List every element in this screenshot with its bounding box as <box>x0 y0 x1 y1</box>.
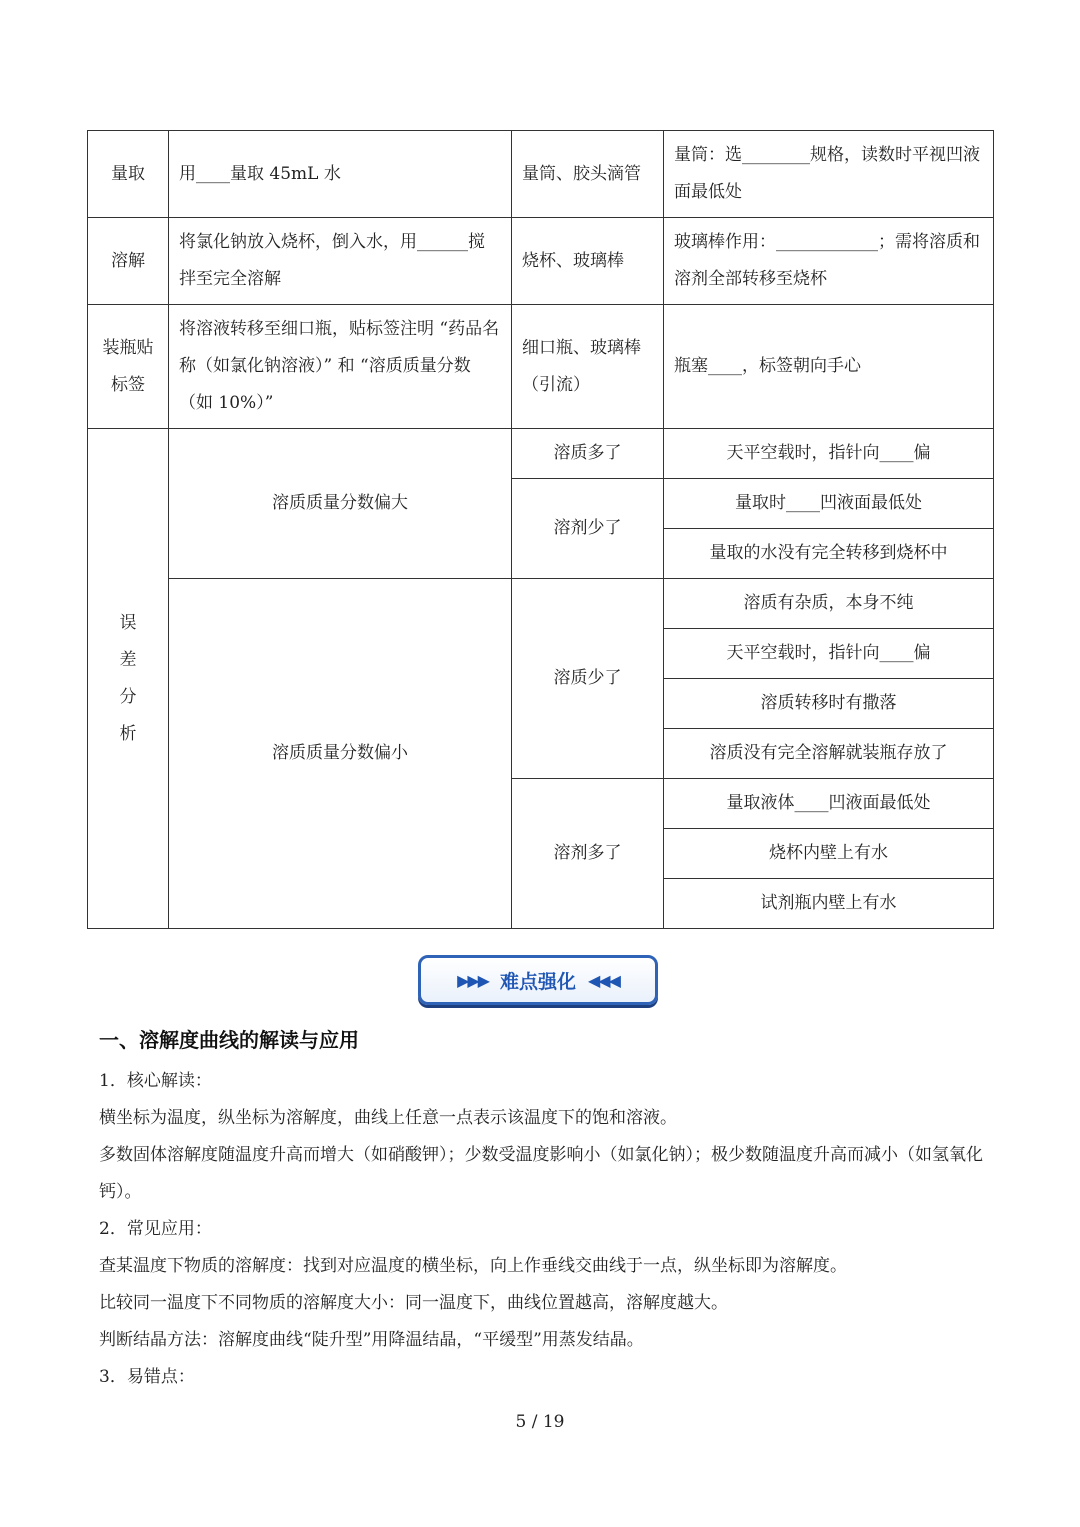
table-row <box>88 579 994 629</box>
reason-cell: 溶质有杂质，本身不纯 <box>664 579 994 629</box>
paragraph: 3．易错点： <box>99 1367 195 1387</box>
instruments-cell: 细口瓶、玻璃棒（引流） <box>512 305 664 429</box>
reason-cell: 试剂瓶内壁上有水 <box>664 879 994 929</box>
reason-cell: 量取时____凹液面最低处 <box>664 479 994 529</box>
step-cell: 溶解 <box>88 218 169 305</box>
banner-title: 难点强化 <box>499 970 576 993</box>
paragraph: 2．常见应用： <box>99 1219 212 1239</box>
paragraph: 1．核心解读： <box>99 1071 212 1091</box>
reason-cell: 天平空载时，指针向____偏 <box>664 429 994 479</box>
cause-cell: 溶剂少了 <box>512 479 664 579</box>
reason-cell: 烧杯内壁上有水 <box>664 829 994 879</box>
paragraph: 查某温度下物质的溶解度：找到对应温度的横坐标，向上作垂线交曲线于一点，纵坐标即为溶解度。 <box>99 1256 847 1276</box>
operation-cell: 用____量取 45mL 水 <box>169 131 512 218</box>
paragraph: 比较同一温度下不同物质的溶解度大小：同一温度下，曲线位置越高，溶解度越大。 <box>99 1293 728 1313</box>
table-row <box>88 429 994 479</box>
section-title: 一、溶解度曲线的解读与应用 <box>99 1028 359 1052</box>
paragraph: 横坐标为温度，纵坐标为溶解度，曲线上任意一点表示该温度下的饱和溶液。 <box>99 1108 677 1128</box>
table-row <box>88 305 994 429</box>
operation-cell: 将溶液转移至细口瓶，贴标签注明 “药品名称（如氯化钠溶液）” 和 “溶质质量分数（如 10%）” <box>169 305 512 429</box>
paragraph: 判断结晶方法：溶解度曲线“陡升型”用降温结晶，“平缓型”用蒸发结晶。 <box>99 1330 644 1350</box>
solution-preparation-table <box>87 130 994 929</box>
cause-cell: 溶剂多了 <box>512 779 664 929</box>
too-low-label: 溶质质量分数偏小 <box>169 579 512 929</box>
table-row <box>88 218 994 305</box>
instruments-cell: 量筒、胶头滴管 <box>512 131 664 218</box>
notes-cell: 玻璃棒作用：____________；需将溶质和溶剂全部转移至烧杯 <box>664 218 994 305</box>
left-arrows-icon: ◀◀◀ <box>588 970 619 990</box>
step-cell: 量取 <box>88 131 169 218</box>
notes-cell: 瓶塞____，标签朝向手心 <box>664 305 994 429</box>
instruments-cell: 烧杯、玻璃棒 <box>512 218 664 305</box>
reason-cell: 溶质没有完全溶解就装瓶存放了 <box>664 729 994 779</box>
step-cell: 装瓶贴标签 <box>88 305 169 429</box>
reason-cell: 天平空载时，指针向____偏 <box>664 629 994 679</box>
reason-cell: 量取的水没有完全转移到烧杯中 <box>664 529 994 579</box>
table-row <box>88 131 994 218</box>
difficulty-banner <box>418 955 658 1005</box>
too-high-label: 溶质质量分数偏大 <box>169 429 512 579</box>
right-arrows-icon: ▶▶▶ <box>457 970 488 990</box>
error-analysis-label: 误 差 分 析 <box>88 429 169 929</box>
cause-cell: 溶质多了 <box>512 429 664 479</box>
operation-cell: 将氯化钠放入烧杯，倒入水，用______搅拌至完全溶解 <box>169 218 512 305</box>
cause-cell: 溶质少了 <box>512 579 664 779</box>
notes-cell: 量筒：选________规格，读数时平视凹液面最低处 <box>664 131 994 218</box>
reason-cell: 量取液体____凹液面最低处 <box>664 779 994 829</box>
paragraph: 多数固体溶解度随温度升高而增大（如硝酸钾）；少数受温度影响小（如氯化钠）；极少数随温度升高而减小（如氢氧化钙）。 <box>99 1145 983 1202</box>
page-number: 5 / 19 <box>515 1412 565 1432</box>
reason-cell: 溶质转移时有撒落 <box>664 679 994 729</box>
